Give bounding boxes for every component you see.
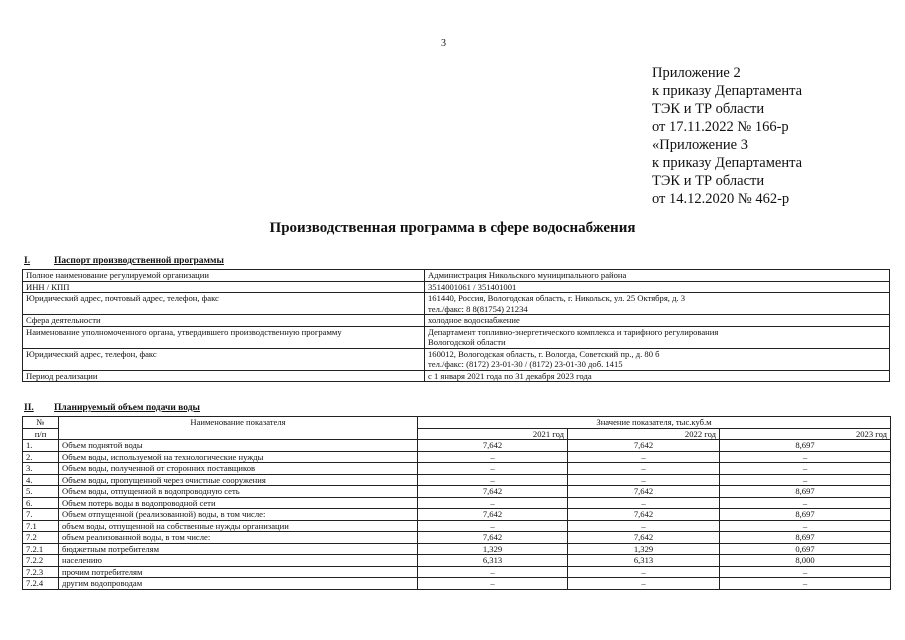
row-number: 2. [23,451,59,463]
row-name: Объем воды, полученной от сторонних поставщиков [59,463,418,475]
passport-label: Юридический адрес, почтовый адрес, телефон, факс [23,293,425,315]
volume-row [23,451,891,463]
appendix-line: ТЭК и ТР области [652,101,765,117]
passport-row [23,293,890,315]
volume-row [23,555,891,567]
row-value: – [418,451,568,463]
row-number: 1. [23,440,59,452]
passport-label: Период реализации [23,370,425,382]
volume-row [23,474,891,486]
row-value: 8,697 [720,509,891,521]
row-number: 6. [23,497,59,509]
row-value: 7,642 [418,486,568,498]
volume-row [23,543,891,555]
row-value: 7,642 [568,509,720,521]
passport-value [425,326,890,348]
row-value: – [568,578,720,590]
row-name: бюджетным потребителям [59,543,418,555]
passport-label: Наименование уполномоченного органа, утвердившего производственную программу [23,326,425,348]
passport-row [23,315,890,327]
passport-value-line: 161440, Россия, Вологодская область, г. Никольск, ул. 25 Октября, д. 3 [428,293,686,303]
passport-row [23,326,890,348]
passport-value-line: тел./факс: (8172) 23-01-30 / (8172) 23-01-30 доб. 1415 [428,359,623,369]
row-value: – [720,520,891,532]
row-name: Объем отпущенной (реализованной) воды, в том числе: [59,509,418,521]
volume-row [23,566,891,578]
row-number: 5. [23,486,59,498]
row-value: – [568,520,720,532]
row-value: 1,329 [568,543,720,555]
row-value: – [418,474,568,486]
row-value: – [568,497,720,509]
section-title: Паспорт производственной программы [54,256,224,266]
row-value: 8,697 [720,440,891,452]
section-number: I. [24,256,31,266]
appendix-block [652,64,802,208]
row-value: – [568,566,720,578]
volume-row [23,520,891,532]
row-value: – [720,451,891,463]
volume-row [23,509,891,521]
row-value: – [418,578,568,590]
passport-table [22,269,890,382]
year-header: 2021 год [418,428,568,440]
appendix-line: от 14.12.2020 № 462-р [652,191,790,207]
passport-value [425,281,890,293]
volume-row [23,440,891,452]
passport-label: Юридический адрес, телефон, факс [23,348,425,370]
year-header: 2023 год [720,428,891,440]
row-name: Объем воды, отпущенной в водопроводную сеть [59,486,418,498]
volume-row [23,532,891,544]
row-value: 7,642 [418,440,568,452]
passport-label: Полное наименование регулируемой организации [23,270,425,282]
col-num-header: № [23,417,59,429]
row-name: Объем воды, пропущенной через очистные сооружения [59,474,418,486]
appendix-line: «Приложение 3 [652,137,748,153]
row-value: – [568,451,720,463]
section-number: II. [24,403,34,413]
appendix-line: к приказу Департамента [652,155,803,171]
row-number: 7. [23,509,59,521]
row-value: – [418,566,568,578]
passport-value-line: с 1 января 2021 года по 31 декабря 2023 года [428,370,592,381]
row-value: – [418,463,568,475]
row-value: – [418,520,568,532]
row-value: 6,313 [568,555,720,567]
row-value: 1,329 [418,543,568,555]
appendix-line: от 17.11.2022 № 166-р [652,119,789,135]
passport-value-line: 160012, Вологодская область, г. Вологда, Советский пр., д. 80 б [428,348,660,359]
row-value: 7,642 [568,532,720,544]
row-value: – [720,463,891,475]
document-title: Производственная программа в сфере водоснабжения [269,220,636,236]
col-value-group-header: Значение показателя, тыс.куб.м [418,417,891,429]
appendix-line: Приложение 2 [652,65,741,81]
passport-value [425,270,890,282]
passport-label: Сфера деятельности [23,315,425,327]
row-value: – [568,474,720,486]
col-num-subheader: п/п [23,428,59,440]
row-number: 4. [23,474,59,486]
row-number: 7.2.2 [23,555,59,567]
passport-value-line: Департамент топливно-энергетического комплекса и тарифного регулирования [428,326,719,337]
row-number: 7.2.1 [23,543,59,555]
row-value: 7,642 [418,532,568,544]
row-value: 8,697 [720,486,891,498]
row-value: 8,697 [720,532,891,544]
row-value: – [720,578,891,590]
row-name: Объем воды, используемой на технологические нужды [59,451,418,463]
passport-value-line: Вологодской области [428,337,506,347]
passport-row [23,281,890,293]
row-number: 7.2.4 [23,578,59,590]
row-name: Объем потерь воды в водопроводной сети [59,497,418,509]
passport-row [23,348,890,370]
row-name: прочим потребителям [59,566,418,578]
passport-value-line: холодное водоснабжение [428,315,520,325]
row-value: – [720,497,891,509]
section-1-heading [24,256,224,266]
section-title: Планируемый объем подачи воды [54,403,200,413]
volume-row [23,486,891,498]
passport-value-line: Администрация Никольского муниципального района [428,270,627,280]
row-number: 7.2 [23,532,59,544]
row-value: – [418,497,568,509]
col-name-header: Наименование показателя [59,417,418,440]
passport-value [425,293,890,315]
row-name: населению [59,555,418,567]
passport-value-line: тел./факс: 8 8(81754) 21234 [428,303,528,314]
row-name: объем реализованной воды, в том числе: [59,532,418,544]
row-name: объем воды, отпущенной на собственные нужды организации [59,520,418,532]
row-value: 7,642 [418,509,568,521]
row-value: 8,000 [720,555,891,567]
passport-row [23,270,890,282]
row-name: Объем поднятой воды [59,440,418,452]
volume-row [23,463,891,475]
year-header: 2022 год [568,428,720,440]
passport-row [23,370,890,382]
row-number: 7.1 [23,520,59,532]
row-value: 7,642 [568,486,720,498]
water-volume-table [22,416,891,590]
section-2-heading [24,403,200,413]
passport-value-line: 3514001061 / 351401001 [428,281,517,292]
appendix-line: ТЭК и ТР области [652,173,765,189]
passport-value [425,370,890,382]
volume-row [23,497,891,509]
volume-row [23,578,891,590]
row-name: другим водопроводам [59,578,418,590]
page-number: 3 [441,38,446,49]
row-number: 3. [23,463,59,475]
passport-label: ИНН / КПП [23,281,425,293]
row-value: 7,642 [568,440,720,452]
passport-value [425,348,890,370]
row-value: 6,313 [418,555,568,567]
row-value: – [720,474,891,486]
row-value: – [568,463,720,475]
row-number: 7.2.3 [23,566,59,578]
appendix-line: к приказу Департамента [652,83,803,99]
row-value: 0,697 [720,543,891,555]
passport-value [425,315,890,327]
row-value: – [720,566,891,578]
